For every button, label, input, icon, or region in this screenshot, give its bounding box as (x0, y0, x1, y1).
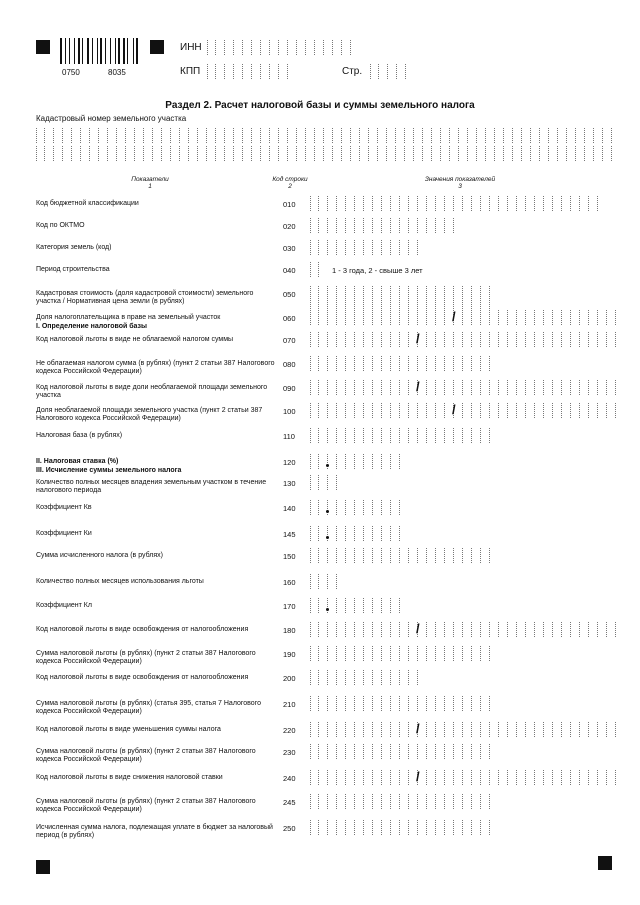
corner-marker-top-left (36, 40, 50, 54)
row-label-220: Код налоговой льготы в виде уменьшения суммы налога (36, 726, 221, 733)
corner-marker-bottom-right (598, 856, 612, 870)
value-field-200[interactable] (310, 670, 418, 685)
fraction-slash-180: / (416, 621, 420, 636)
row-label-110: Налоговая база (в рублях) (36, 432, 123, 439)
row-label-250: Исчисленная сумма налога, подлежащая уплате в бюджет за налоговый период (в рублях) (36, 824, 273, 839)
row-code-170: 170 (283, 602, 296, 611)
value-field-210[interactable] (310, 696, 490, 711)
value-field-145[interactable] (310, 526, 400, 541)
value-field-010[interactable] (310, 196, 598, 211)
row-label-050: Кадастровая стоимость (доля кадастровой стоимости) земельного участка / Нормативная цена земли (в рублях) (36, 290, 254, 305)
corner-marker-bottom-left (36, 860, 50, 874)
row-code-245: 245 (283, 798, 296, 807)
fraction-slash-240: / (416, 769, 420, 784)
value-field-180[interactable] (310, 622, 616, 637)
cadastral-number-field-row1[interactable] (36, 128, 612, 143)
row-label-160: Количество полных месяцев использования льготы (36, 578, 204, 585)
row-code-040: 040 (283, 266, 296, 275)
kpp-label: КПП (180, 66, 201, 77)
value-field-050[interactable] (310, 286, 490, 301)
fraction-slash-060: / (452, 309, 456, 324)
row-label-060: Доля налогоплательщика в праве на земельный участок (36, 314, 221, 321)
inn-label: ИНН (180, 42, 202, 53)
construction-period-note: 1 - 3 года, 2 - свыше 3 лет (332, 266, 423, 275)
cadastral-number-label: Кадастровый номер земельного участка (36, 114, 187, 123)
row-code-060: 060 (283, 314, 296, 323)
value-field-040[interactable] (310, 262, 319, 277)
row-label-130: Количество полных месяцев владения земельным участком в течение налогового периода (36, 479, 267, 494)
value-field-030[interactable] (310, 240, 418, 255)
row-code-120: 120 (283, 458, 296, 467)
row-code-070: 070 (283, 336, 296, 345)
row-label-190: Сумма налоговой льготы (в рублях) (пункт 2 статьи 387 Налогового кодекса Российской Федерации) (36, 650, 256, 665)
cadastral-number-field-row2[interactable] (36, 146, 612, 161)
page-label: Стр. (342, 66, 363, 77)
row-label-120: II. Налоговая ставка (%) (36, 458, 119, 465)
value-field-220[interactable] (310, 722, 616, 737)
row-code-150: 150 (283, 552, 296, 561)
row-label-030: Категория земель (код) (36, 244, 112, 251)
row-code-230: 230 (283, 748, 296, 757)
fraction-slash-100: / (452, 402, 456, 417)
value-field-110[interactable] (310, 428, 490, 443)
row-code-140: 140 (283, 504, 296, 513)
column-header-indicators: Показатели 1 (131, 176, 169, 190)
row-label-150: Сумма исчисленного налога (в рублях) (36, 552, 164, 559)
row-code-240: 240 (283, 774, 296, 783)
column-header-values: Значения показателей 3 (424, 176, 496, 190)
row-code-030: 030 (283, 244, 296, 253)
value-field-100[interactable] (310, 403, 616, 418)
row-label-245: Сумма налоговой льготы (в рублях) (пункт 2 статьи 387 Налогового кодекса Российской Федерации) (36, 798, 256, 813)
value-field-020[interactable] (310, 218, 454, 233)
row-label-020: Код по ОКТМО (36, 222, 85, 229)
row-code-250: 250 (283, 824, 296, 833)
row-subheading-120: III. Исчисление суммы земельного налога (36, 467, 182, 474)
column-header-line-code: Код строки 2 (272, 176, 308, 190)
row-code-210: 210 (283, 700, 296, 709)
row-label-010: Код бюджетной классификации (36, 200, 139, 207)
row-code-160: 160 (283, 578, 296, 587)
row-code-110: 110 (283, 432, 295, 441)
page-number-field[interactable] (370, 64, 406, 79)
inn-field[interactable] (207, 40, 351, 55)
section-title: Раздел 2. Расчет налоговой базы и суммы земельного налога (165, 100, 475, 111)
row-label-180: Код налоговой льготы в виде освобождения от налогообложения (36, 626, 249, 633)
value-field-150[interactable] (310, 548, 490, 563)
value-field-160[interactable] (310, 574, 337, 589)
row-code-100: 100 (283, 407, 296, 416)
row-label-170: Коэффициент Кл (36, 602, 92, 609)
value-field-090[interactable] (310, 380, 616, 395)
row-code-200: 200 (283, 674, 296, 683)
row-label-230: Сумма налоговой льготы (в рублях) (пункт 2 статьи 387 Налогового кодекса Российской Федерации) (36, 748, 256, 763)
row-code-180: 180 (283, 626, 296, 635)
decimal-point-170 (326, 608, 329, 611)
row-code-130: 130 (283, 479, 296, 488)
value-field-170[interactable] (310, 598, 400, 613)
row-code-190: 190 (283, 650, 296, 659)
fraction-slash-070: / (416, 331, 420, 346)
row-label-200: Код налоговой льготы в виде освобождения от налогообложения (36, 674, 249, 681)
value-field-060[interactable] (310, 310, 616, 325)
row-subheading-060: I. Определение налоговой базы (36, 323, 147, 330)
decimal-point-140 (326, 510, 329, 513)
kpp-field[interactable] (207, 64, 288, 79)
decimal-point-120 (326, 464, 329, 467)
value-field-120[interactable] (310, 454, 400, 469)
barcode-number-right: 8035 (108, 68, 126, 77)
fraction-slash-220: / (416, 721, 420, 736)
row-label-140: Коэффициент Кв (36, 504, 92, 511)
row-code-145: 145 (283, 530, 296, 539)
value-field-250[interactable] (310, 820, 490, 835)
value-field-140[interactable] (310, 500, 400, 515)
corner-marker-top-center (150, 40, 164, 54)
value-field-230[interactable] (310, 744, 490, 759)
value-field-080[interactable] (310, 356, 490, 371)
row-code-010: 010 (283, 200, 296, 209)
row-label-040: Период строительства (36, 266, 110, 273)
value-field-070[interactable] (310, 332, 616, 347)
row-label-240: Код налоговой льготы в виде снижения налоговой ставки (36, 774, 223, 781)
row-label-080: Не облагаемая налогом сумма (в рублях) (пункт 2 статьи 387 Налогового кодекса Российской Федерации) (36, 360, 275, 375)
row-code-050: 050 (283, 290, 296, 299)
row-label-090: Код налоговой льготы в виде доли необлагаемой площади земельного участка (36, 384, 268, 399)
value-field-130[interactable] (310, 475, 337, 490)
row-label-210: Сумма налоговой льготы (в рублях) (статья 395, статья 7 Налогового кодекса Российской Федерации) (36, 700, 261, 715)
fraction-slash-090: / (416, 379, 420, 394)
value-field-245[interactable] (310, 794, 490, 809)
row-label-100: Доля необлагаемой площади земельного участка (пункт 2 статьи 387 Налогового кодекса Российской Федерации) (36, 407, 263, 422)
value-field-190[interactable] (310, 646, 490, 661)
barcode (60, 38, 140, 64)
row-code-220: 220 (283, 726, 296, 735)
row-code-080: 080 (283, 360, 296, 369)
barcode-number-left: 0750 (62, 68, 80, 77)
row-code-090: 090 (283, 384, 296, 393)
row-code-020: 020 (283, 222, 296, 231)
row-label-070: Код налоговой льготы в виде не облагаемой налогом суммы (36, 336, 234, 343)
decimal-point-145 (326, 536, 329, 539)
value-field-240[interactable] (310, 770, 616, 785)
row-label-145: Коэффициент Ки (36, 530, 92, 537)
